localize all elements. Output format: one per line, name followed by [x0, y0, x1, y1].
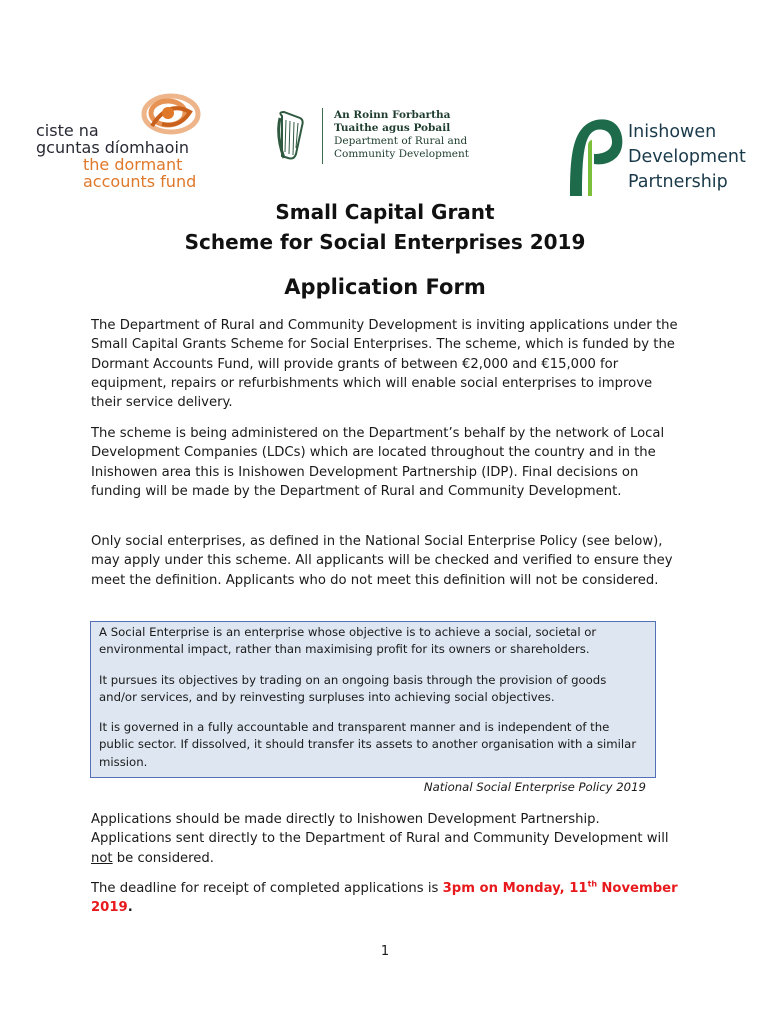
definition-source-caption: National Social Enterprise Policy 2019: [423, 780, 646, 794]
dormant-logo-line-1: ciste na: [36, 121, 99, 140]
applications-text-after: be considered.: [112, 850, 214, 866]
dormant-logo-line-4: accounts fund: [83, 172, 197, 191]
page-number: 1: [380, 944, 390, 959]
page-title-line-2: Scheme for Social Enterprises 2019: [184, 230, 586, 254]
definition-paragraph-1: A Social Enterprise is an enterprise whose objective is to achieve a social, societal or environmental impact, rather than maximising profit for its owners or shareholders.: [99, 625, 597, 657]
page-subtitle: Application Form: [284, 275, 486, 299]
social-enterprise-definition-box: [90, 621, 656, 778]
deadline-time-day: 3pm on Monday, 11: [442, 881, 588, 896]
department-logo-irish-line-1: An Roinn Forbartha: [334, 109, 451, 121]
dormant-accounts-fund-logo: [36, 90, 226, 190]
applications-underlined-not: not: [91, 850, 113, 866]
idp-mark-icon: [566, 116, 626, 198]
department-logo-irish-line-2: Tuaithe agus Pobail: [334, 122, 451, 134]
dormant-logo-line-2: gcuntas díomhaoin: [36, 138, 190, 157]
department-logo-english-line-1: Department of Rural and: [334, 135, 468, 147]
applications-text-before: Applications should be made directly to Inishowen Development Partnership. Applications sent directly to the Department of Rural and Community Development will: [91, 812, 669, 847]
department-logo: [274, 106, 504, 166]
department-logo-divider: [322, 108, 323, 164]
idp-logo-line-1: Inishowen: [628, 122, 717, 142]
harp-icon: [274, 110, 308, 162]
idp-logo: [566, 116, 756, 198]
deadline-paragraph: [91, 879, 681, 918]
intro-paragraph: The Department of Rural and Community Development is inviting applications under the Small Capital Grants Scheme for Social Enterprises. The scheme, which is funded by the Dormant Accounts Fund, will provide grants of between €2,000 and €15,000 for equipment, repairs or refurbishments which will enable social enterprises to improve their service delivery.: [91, 318, 678, 411]
deadline-month-year: November 2019: [91, 881, 678, 916]
idp-logo-line-2: Development: [628, 147, 746, 167]
definition-paragraph-2: It pursues its objectives by trading on an ongoing basis through the provision of goods and/or services, and by reinvesting surpluses into achieving social objectives.: [99, 672, 607, 704]
deadline-period: .: [127, 900, 133, 916]
dormant-logo-line-3: the dormant: [83, 155, 183, 174]
eligibility-paragraph: Only social enterprises, as defined in the National Social Enterprise Policy (see below), may apply under this scheme. All applicants will be checked and verified to ensure they meet the definition. Applicants who do not meet this definition will not be considered.: [91, 534, 673, 588]
deadline-text-before: The deadline for receipt of completed applications is: [91, 881, 443, 896]
deadline-day-superscript: th: [587, 879, 598, 889]
applications-paragraph: [91, 810, 681, 868]
department-logo-english-line-2: Community Development: [334, 148, 469, 160]
page-title-line-1: Small Capital Grant: [275, 200, 495, 224]
administration-paragraph: The scheme is being administered on the Department’s behalf by the network of Local Development Companies (LDCs) which are located throughout the country and in the Inishowen area this is Inishowen Development Partnership (IDP). Final decisions on funding will be made by the Department of Rural and Community Development.: [91, 426, 665, 499]
definition-paragraph-3: It is governed in a fully accountable and transparent manner and is independent of the public sector. If dissolved, it should transfer its assets to another organisation with a similar mission.: [99, 720, 637, 769]
idp-logo-line-3: Partnership: [628, 172, 728, 192]
